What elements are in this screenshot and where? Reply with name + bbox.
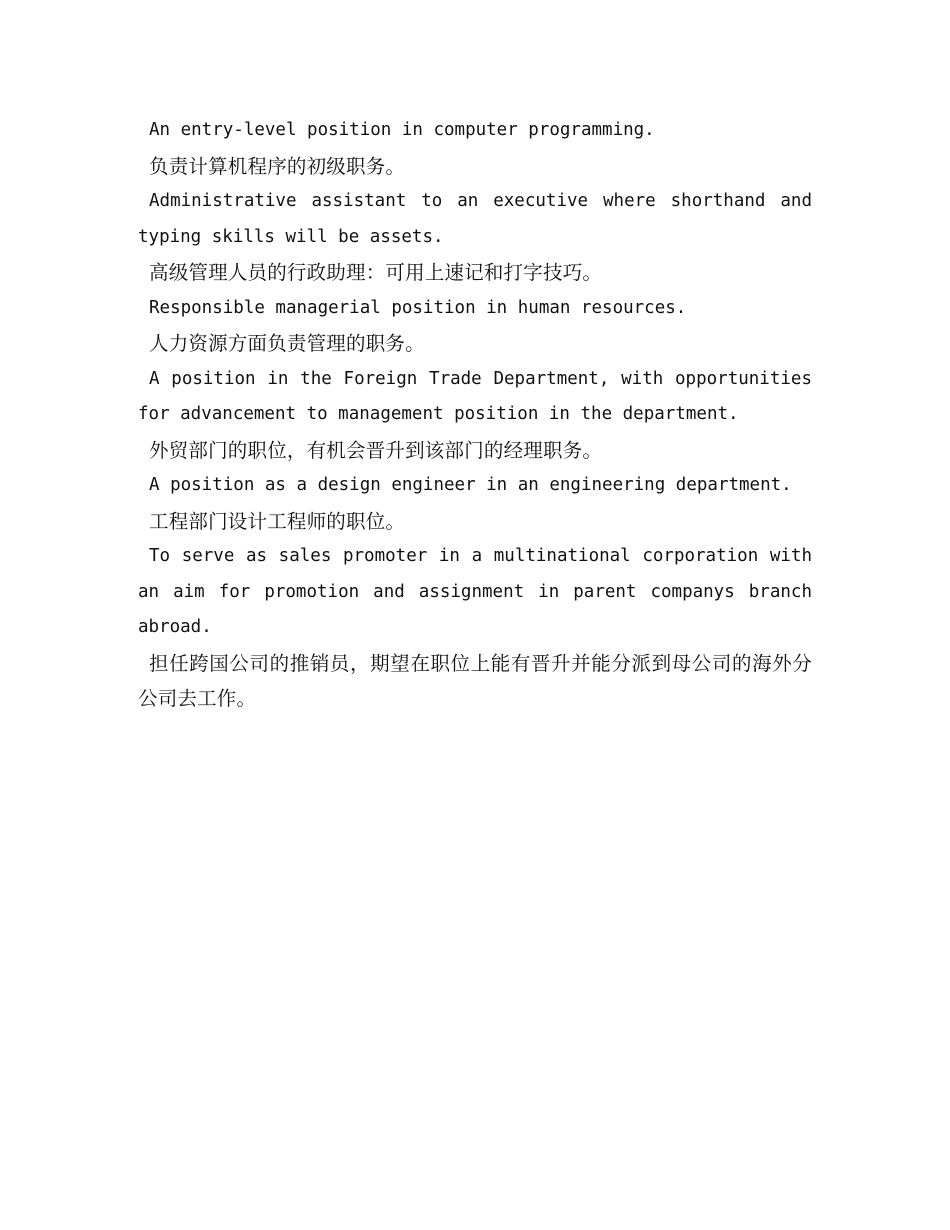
paragraph-english-1: An entry-level position in computer programming. [149,120,655,140]
paragraph-chinese-3: 人力资源方面负责管理的职务。 [149,332,425,355]
paragraph-chinese-1: 负责计算机程序的初级职务。 [149,154,406,178]
paragraph-english-4: A position in the Foreign Trade Department, with opportunities for advancement to management position in the department. [138,368,812,424]
paragraph-chinese-6: 担任跨国公司的推销员，期望在职位上能有晋升并能分派到母公司的海外分公司去工作。 [138,651,812,710]
paragraph-english-5: A position as a design engineer in an engineering department. [149,475,792,495]
paragraph-english-3: Responsible managerial position in human resources. [149,297,687,318]
paragraph-chinese-2: 高级管理人员的行政助理：可用上速记和打字技巧。 [149,261,603,284]
document-body [138,113,812,717]
paragraph-english-6: To serve as sales promoter in a multinational corporation with an aim for promotion and assignment in parent companys branch abroad. [138,546,812,637]
paragraph-english-2: Administrative assistant to an executive where shorthand and typing skills will be assets. [138,191,812,247]
paragraph-chinese-5: 工程部门设计工程师的职位。 [149,509,406,533]
paragraph-chinese-4: 外贸部门的职位，有机会晋升到该部门的经理职务。 [149,438,603,462]
